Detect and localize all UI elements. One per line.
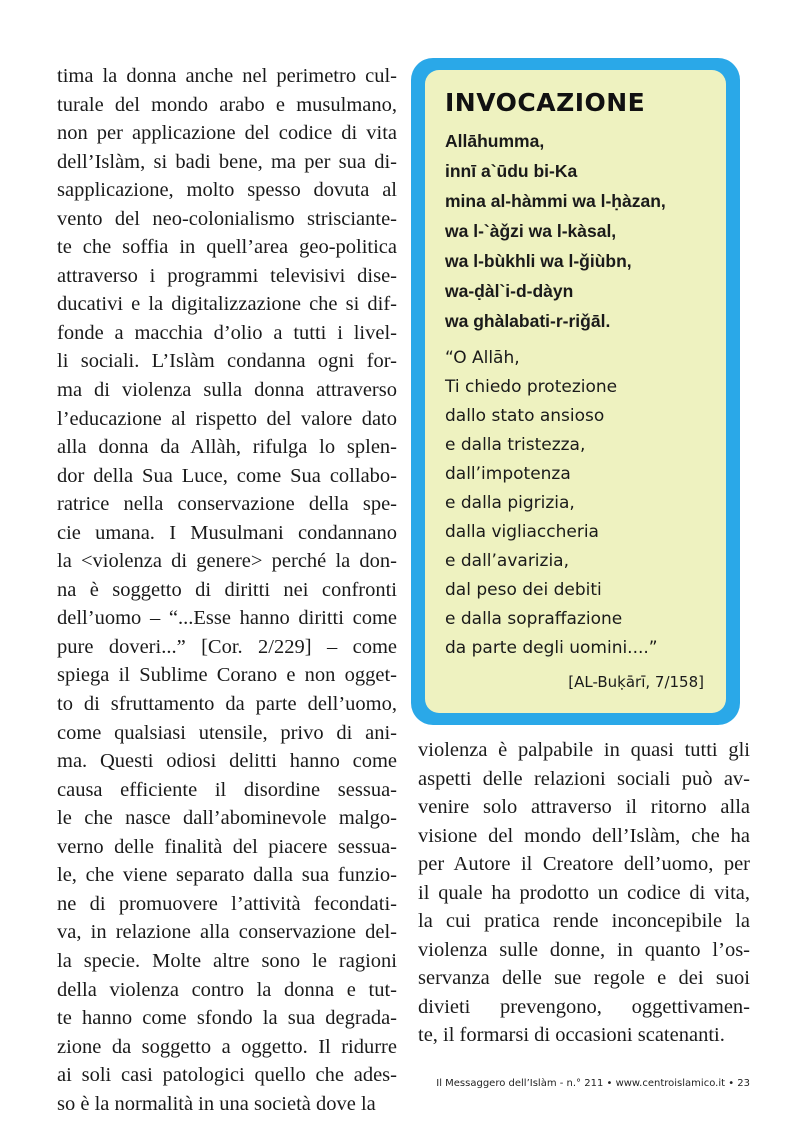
translation-line: dalla vigliaccheria: [445, 522, 599, 542]
text-line: dor della Sua Luce, come Sua collabo-: [57, 464, 397, 487]
text-line: ma di violenza sulla donna attraverso: [57, 379, 397, 402]
text-line: cie umana. I Musulmani condannano: [57, 521, 397, 544]
page-footer: Il Messaggero dell’Islàm - n.° 211 • www.centroislamico.it • 23: [436, 1078, 750, 1089]
text-line: alla donna da Allàh, rifulga lo splen-: [57, 436, 397, 459]
text-line: tima la donna anche nel perimetro cul-: [57, 65, 397, 87]
text-line: vento del neo-colonialismo strisciante-: [57, 207, 397, 230]
invocation-box-inner: [425, 70, 726, 713]
text-line: to di sfruttamento da parte dell’uomo,: [57, 693, 397, 716]
text-line: fonde a macchia d’olio a tutti i livel-: [57, 321, 397, 344]
text-line: servanza delle sue regole e dei suoi: [418, 967, 750, 990]
text-line: per Autore il Creatore dell’uomo, per: [418, 853, 750, 876]
text-line: pure doveri...” [Cor. 2/229] – come: [57, 635, 397, 658]
text-line: violenza è palpabile in quasi tutti gli: [418, 739, 750, 761]
transliteration-line: wa-ḍàl`i-d-dàyn: [445, 281, 574, 301]
translation-line: Ti chiedo protezione: [445, 377, 618, 397]
text-line: li sociali. L’Islàm condanna ogni for-: [57, 350, 397, 373]
text-line: zione da soggetto a oggetto. Il ridurre: [57, 1035, 397, 1058]
translation-line: dall’impotenza: [445, 464, 571, 484]
invocation-box: [411, 58, 740, 725]
text-line: te che soffia in quell’area geo-politica: [57, 236, 397, 259]
translation-line: dal peso dei debiti: [445, 580, 602, 600]
translation-line: e dall’avarizia,: [445, 551, 569, 571]
text-line: ducativi e la digitalizzazione che si dif-: [57, 293, 397, 316]
text-line: visione del mondo dell’Islàm, che ha: [418, 824, 750, 847]
text-line: na è soggetto di diritti nei confronti: [57, 578, 397, 601]
text-line: sapplicazione, molto spesso dovuta al: [57, 179, 397, 202]
translation-line: e dalla pigrizia,: [445, 493, 575, 513]
text-line: te hanno come sfondo la sua degrada-: [57, 1007, 397, 1030]
transliteration-line: wa ghàlabati-r-riǧāl.: [445, 311, 611, 331]
text-line: il quale ha prodotto un codice di vita,: [418, 881, 750, 904]
transliteration-line: mina al-hàmmi wa l-ḥàzan,: [445, 191, 666, 211]
text-line: dell’Islàm, si badi bene, ma per sua di-: [57, 150, 397, 173]
translation-line: da parte degli uomini....”: [445, 638, 658, 658]
text-line: aspetti delle relazioni sociali può av-: [418, 767, 750, 790]
text-line: la <violenza di genere> perché la don-: [57, 550, 397, 573]
text-line: della violenza contro la donna e tut-: [57, 978, 397, 1001]
transliteration-line: wa l-`àǧzi wa l-kàsal,: [445, 221, 617, 241]
text-line: come qualsiasi utensile, privo di ani-: [57, 721, 397, 744]
text-line: te, il formarsi di occasioni scatenanti.: [418, 1024, 725, 1047]
translation-line: e dalla tristezza,: [445, 435, 586, 455]
text-line: l’educazione al rispetto del valore dato: [57, 407, 397, 430]
text-line: verno delle finalità del piacere sessua-: [57, 835, 397, 858]
text-line: la cui pratica rende inconcepibile la: [418, 910, 750, 933]
right-text-column: [418, 736, 750, 1050]
text-line: spiega il Sublime Corano e non ogget-: [57, 664, 397, 687]
invocation-translation: [445, 344, 714, 663]
text-line: violenza sulle donne, in quanto l’os-: [418, 938, 750, 961]
text-line: turale del mondo arabo e musulmano,: [57, 93, 397, 116]
text-line: ne di promuovere l’attività fecondati-: [57, 892, 397, 915]
transliteration-line: wa l-bùkhli wa l-ǧiùbn,: [445, 251, 632, 271]
translation-line: “O Allāh,: [445, 348, 520, 368]
text-line: ma. Questi odiosi delitti hanno come: [57, 750, 397, 773]
text-line: venire solo attraverso il ritorno alla: [418, 796, 750, 819]
text-line: le, che viene separato dalla sua funzio-: [57, 864, 397, 887]
invocation-title: INVOCAZIONE: [445, 88, 646, 117]
translation-line: e dalla sopraffazione: [445, 609, 623, 629]
text-line: attraverso i programmi televisivi dise-: [57, 264, 397, 287]
text-line: causa efficiente il disordine sessua-: [57, 778, 397, 801]
text-line: la specie. Molte altre sono le ragioni: [57, 949, 397, 972]
invocation-reference: [AL-Buḳārī, 7/158]: [568, 673, 704, 691]
transliteration-line: Allāhumma,: [445, 131, 545, 151]
invocation-transliteration: [445, 126, 714, 336]
transliteration-line: innī a`ūdu bi-Ka: [445, 161, 578, 181]
text-line: le che nasce dall’abominevole malgo-: [57, 807, 397, 830]
text-line: divieti prevengono, oggettivamen-: [418, 995, 750, 1018]
text-line: so è la normalità in una società dove la: [57, 1092, 376, 1115]
text-line: ai soli casi patologici quello che ades-: [57, 1064, 397, 1087]
left-text-column: [57, 62, 397, 1118]
text-line: va, in relazione alla conservazione del-: [57, 921, 397, 944]
text-line: non per applicazione del codice di vita: [57, 122, 397, 145]
text-line: dell’uomo – “...Esse hanno diritti come: [57, 607, 397, 630]
translation-line: dallo stato ansioso: [445, 406, 605, 426]
text-line: ratrice nella conservazione della spe-: [57, 493, 397, 516]
